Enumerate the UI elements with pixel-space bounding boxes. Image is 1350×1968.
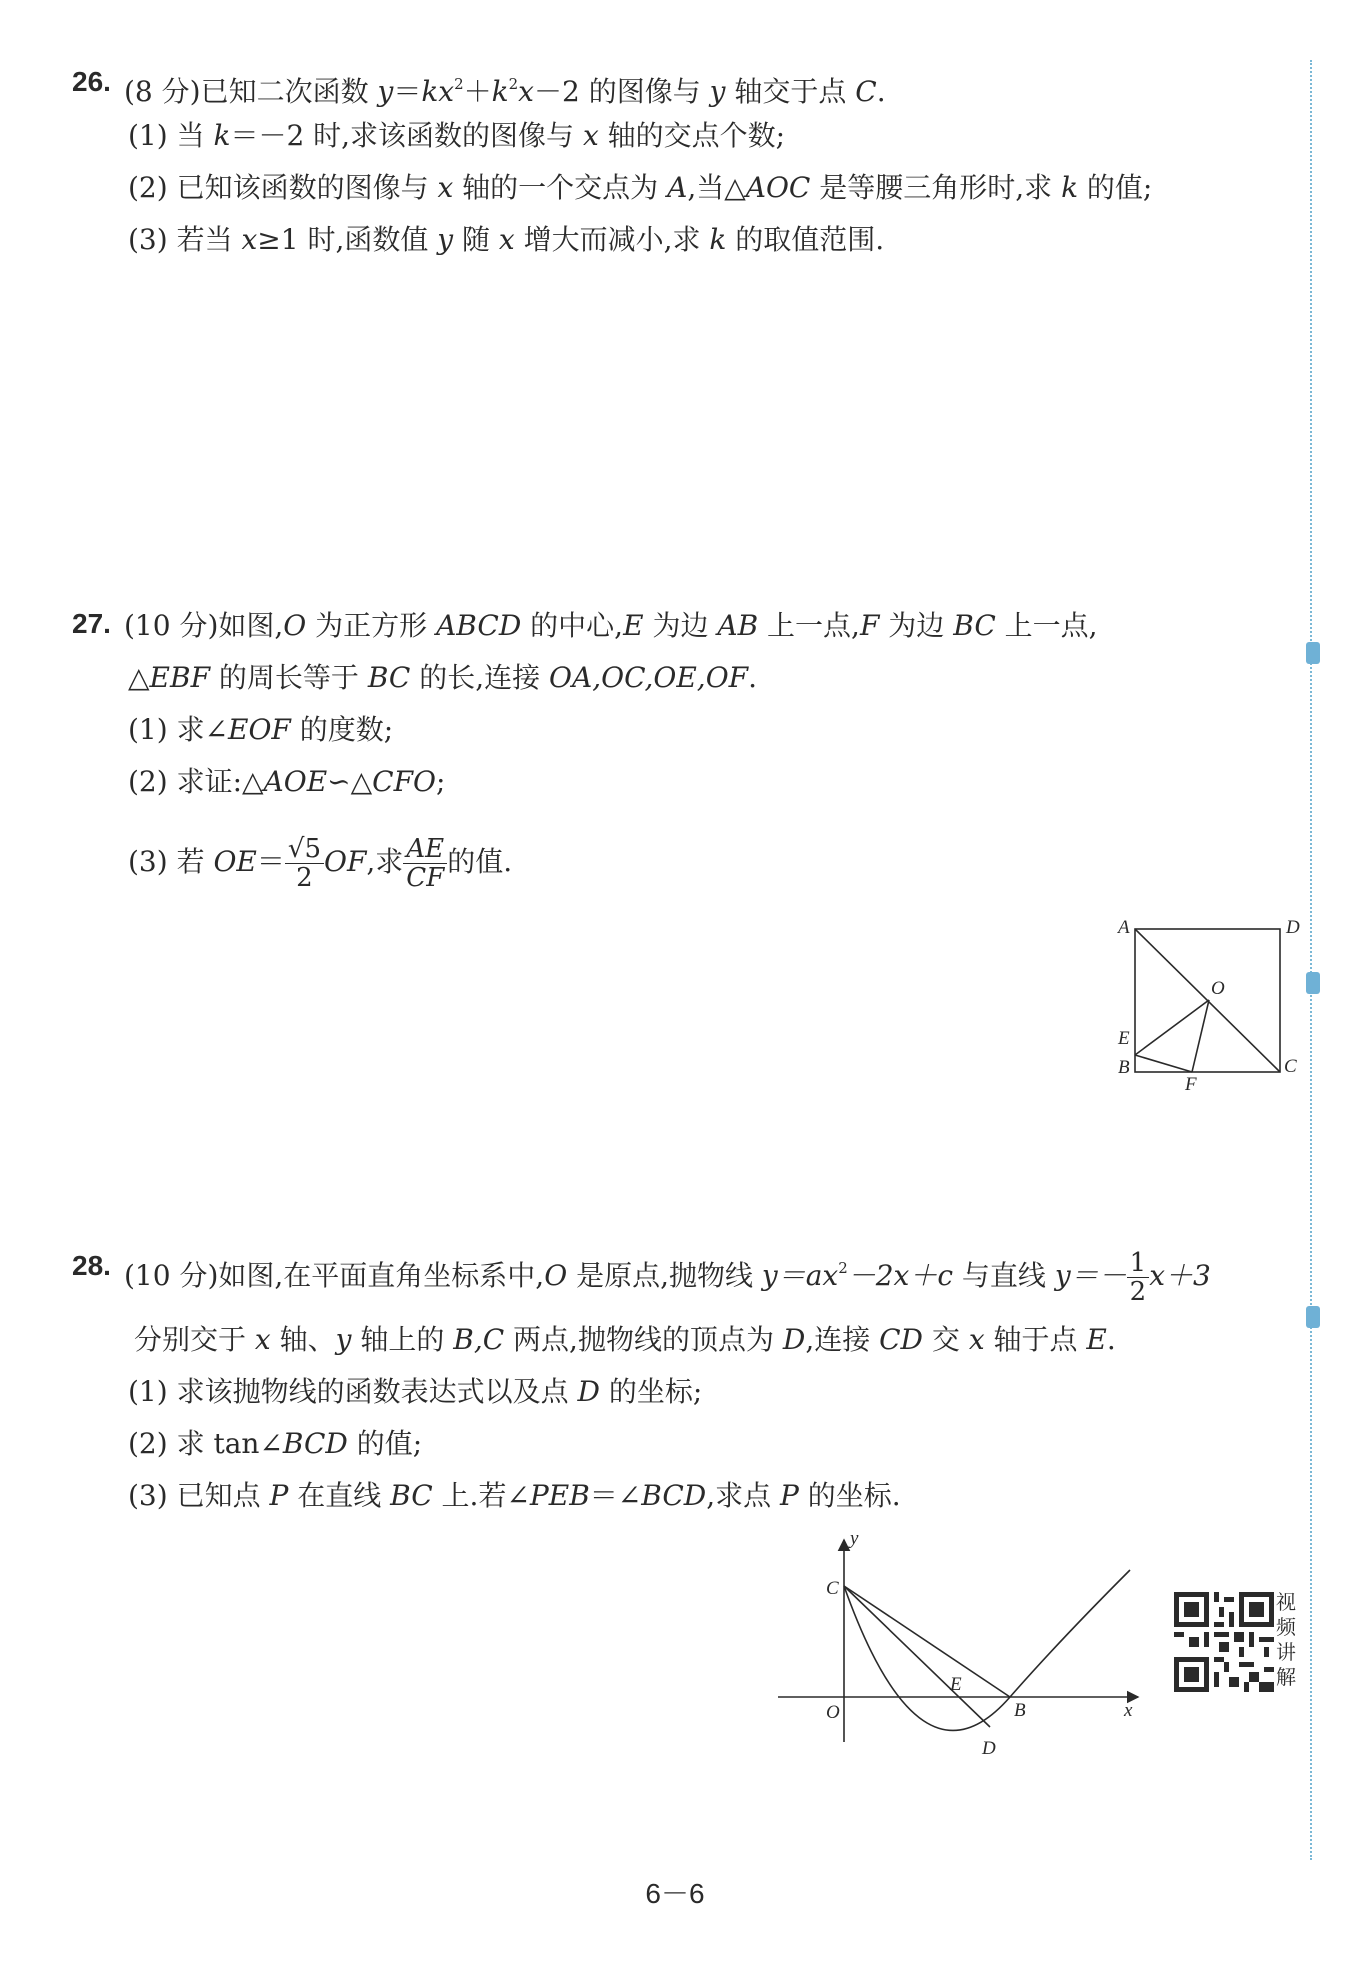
label-d: D [982,1738,996,1759]
sub-question-1: (1) 求∠EOF 的度数; [128,713,394,746]
label-b: B [1118,1057,1130,1078]
side-tab-marker [1306,642,1320,664]
label-f: F [1185,1074,1197,1092]
question-number: 28. [72,1250,111,1281]
sub-question-1: (1) 当 k＝－2 时,求该函数的图像与 x 轴的交点个数; [128,119,786,152]
parabola-figure [770,1530,1150,1770]
right-edge-dotted-line [1310,60,1312,1860]
sub-question-3: (3) 若 OE＝ $\frac{√5}{2}$ OF,求 $\frac{AE}{CF}$ 的值. [128,834,513,893]
parabola-curve [844,1570,1130,1730]
label-y-axis: y [850,1530,859,1549]
side-tab-marker [1306,1306,1320,1328]
page-number: 6－6 [645,1878,705,1909]
label-o: O [1211,978,1225,999]
label-d: D [1286,917,1300,938]
question-number: 27. [72,608,111,639]
question-number: 26. [72,66,111,97]
square-figure [1110,912,1310,1092]
fraction-sqrt5-over-2: $\frac{√5}{2}$ [285,835,324,892]
question-stem-continued: △EBF 的周长等于 BC 的长,连接 OA,OC,OE,OF. [128,661,757,694]
label-e: E [950,1674,962,1695]
question-stem-continued: 分别交于 x 轴、y 轴上的 B,C 两点,抛物线的顶点为 D,连接 CD 交 x 轴于点 E. [134,1323,1116,1356]
qr-label: 视频讲解 [1276,1590,1296,1689]
fraction-ae-over-cf: $\frac{AE}{CF}$ [403,835,447,892]
label-o: O [826,1702,840,1723]
label-x-axis: x [1124,1700,1133,1721]
label-a: A [1118,917,1130,938]
label-c: C [1284,1056,1297,1077]
sub-question-2: (2) 求 tan∠BCD 的值; [128,1427,423,1460]
sub-question-3: (3) 已知点 P 在直线 BC 上.若∠PEB＝∠BCD,求点 P 的坐标. [128,1479,901,1512]
label-e: E [1118,1028,1130,1049]
sub-question-1: (1) 求该抛物线的函数表达式以及点 D 的坐标; [128,1375,703,1408]
label-c: C [826,1578,839,1599]
sub-question-2: (2) 已知该函数的图像与 x 轴的一个交点为 A,当△AOC 是等腰三角形时,求 k 的值; [128,171,1153,204]
qr-code-icon[interactable] [1174,1592,1274,1692]
sub-question-2: (2) 求证:△AOE∽△CFO; [128,765,446,798]
question-stem: (8 分)已知二次函数 $y=kx^2+k^2x-2$ 的图像与 y 轴交于点 C. [124,75,886,108]
segment-ef [1135,1055,1192,1072]
line-bc [844,1586,1010,1697]
question-stem: (10 分)如图,O 为正方形 ABCD 的中心,E 为边 AB 上一点,F 为边 BC 上一点, [124,609,1098,642]
sub-question-3: (3) 若当 x≥1 时,函数值 y 随 x 增大而减小,求 k 的取值范围. [128,223,885,256]
question-stem: (10 分)如图,在平面直角坐标系中,O 是原点,抛物线 $y=ax^2-2x+c$ 与直线 y＝－ $\frac{1}{2}$ x＋3 [124,1248,1211,1307]
label-b: B [1014,1700,1026,1721]
line-cd [844,1586,990,1727]
fraction-one-half: $\frac{1}{2}$ [1127,1249,1150,1306]
